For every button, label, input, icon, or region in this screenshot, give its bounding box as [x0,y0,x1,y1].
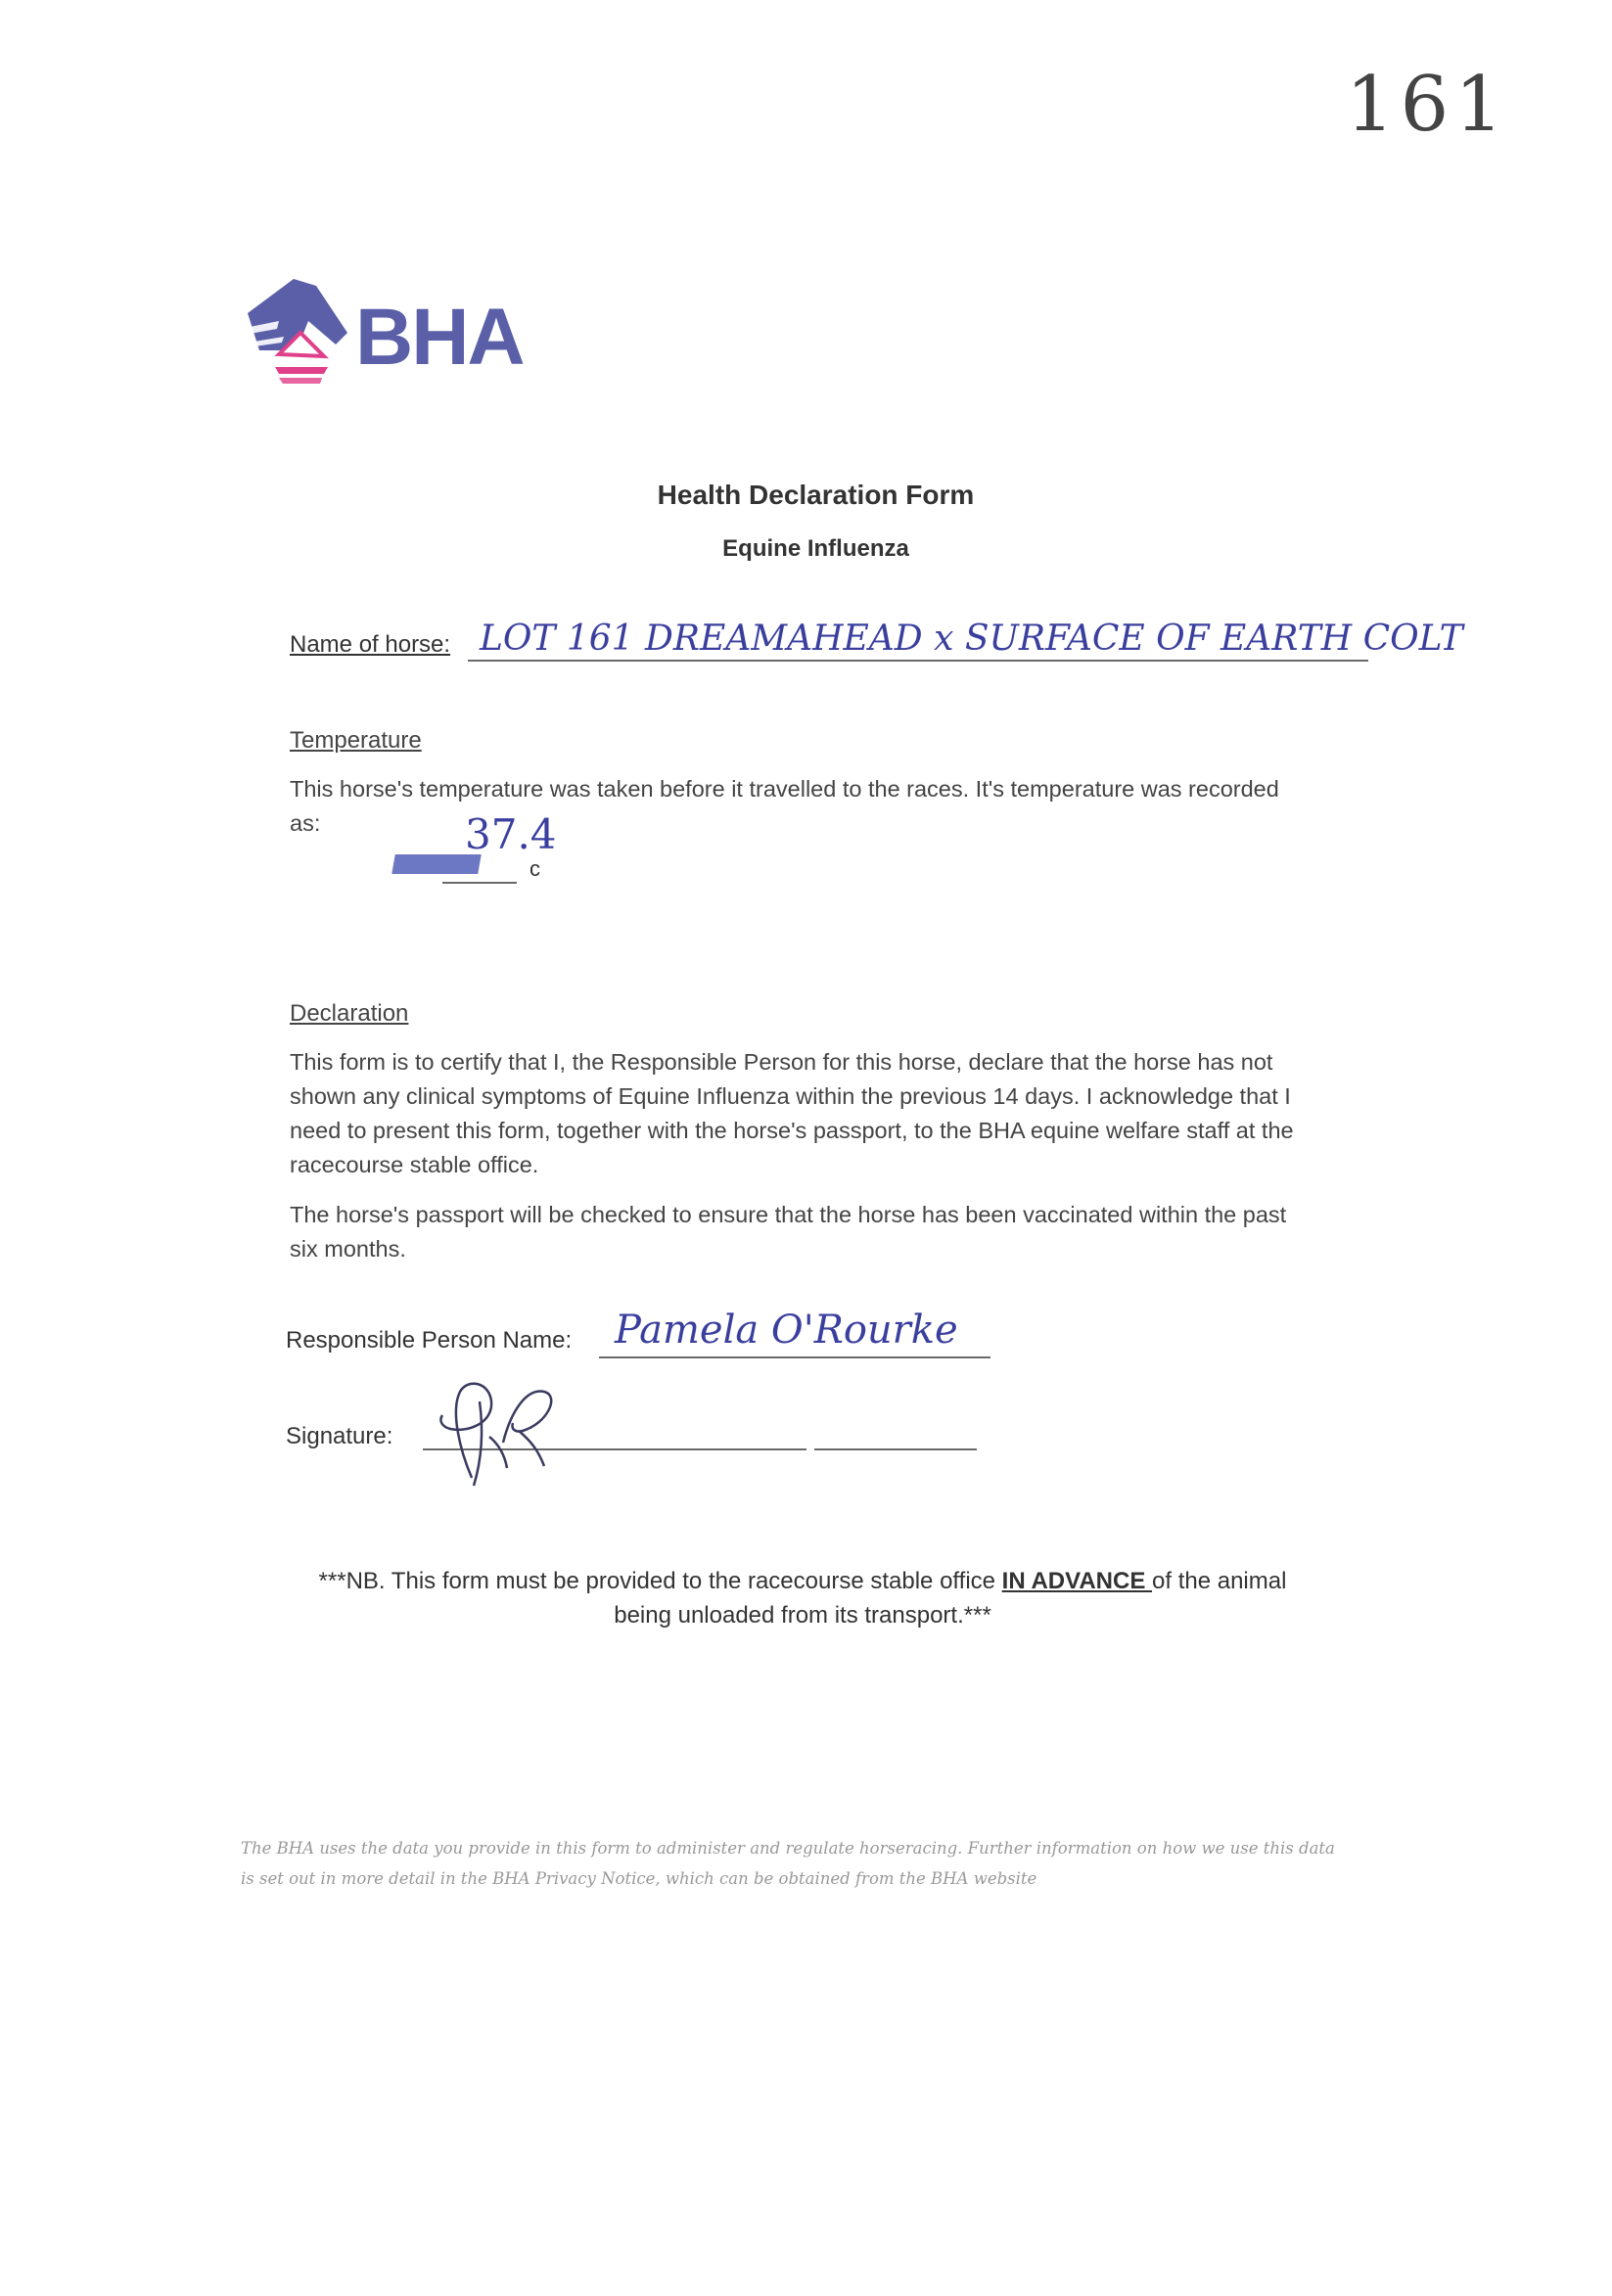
nb-notice-text-1: ***NB. This form must be provided to the racecourse stable office [318,1568,1002,1594]
horse-head-icon [240,274,357,387]
declaration-paragraph-1: This form is to certify that I, the Responsible Person for this horse, declare that the horse has not shown any clinical symptoms of Equine Influenza within the previous 14 days. I acknowledge that I need to present this form, together with the horse's passport, to the BHA equine welfare staff at the racecourse stable office. [290,1049,1294,1177]
nb-in-advance: IN ADVANCE [1001,1568,1153,1594]
handwritten-signature-icon[interactable] [421,1372,587,1490]
signature-line-2 [814,1448,977,1450]
privacy-footer: The BHA uses the data you provide in this form to administer and regulate horseracing. Further information on how we use this data is set out in more detail in the BHA Privacy Notice, which can be obtained from the BHA website [241,1839,1335,1888]
page-subtitle: Equine Influenza [722,535,909,562]
horse-name-value[interactable]: LOT 161 DREAMAHEAD x SURFACE OF EARTH COLT [480,619,1463,659]
nb-notice-text-2: of the animal being unloaded from its transport.*** [614,1568,1287,1629]
handwritten-page-number: 161 [1346,61,1509,149]
temperature-line [442,882,517,884]
bha-logo-text: BHA [355,293,524,382]
signature-label: Signature: [286,1423,393,1449]
responsible-person-line [599,1356,990,1358]
temperature-text: This horse's temperature was taken before it travelled to the races. It's temperature was recorded as: [290,776,1279,836]
temperature-heading: Temperature [290,727,422,754]
horse-name-label: Name of horse: [290,631,451,658]
declaration-paragraph-2: The horse's passport will be checked to ensure that the horse has been vaccinated within the past six months. [290,1202,1287,1262]
bha-logo [240,274,533,387]
nb-notice [294,1564,1312,1632]
responsible-person-value[interactable]: Pamela O'Rourke [615,1308,958,1353]
horse-name-line [468,660,1368,662]
temperature-unit: c [530,856,540,881]
responsible-person-label: Responsible Person Name: [286,1327,573,1354]
page-title: Health Declaration Form [657,480,975,510]
temperature-value[interactable]: 37.4 [465,810,557,858]
declaration-heading: Declaration [290,1000,409,1027]
